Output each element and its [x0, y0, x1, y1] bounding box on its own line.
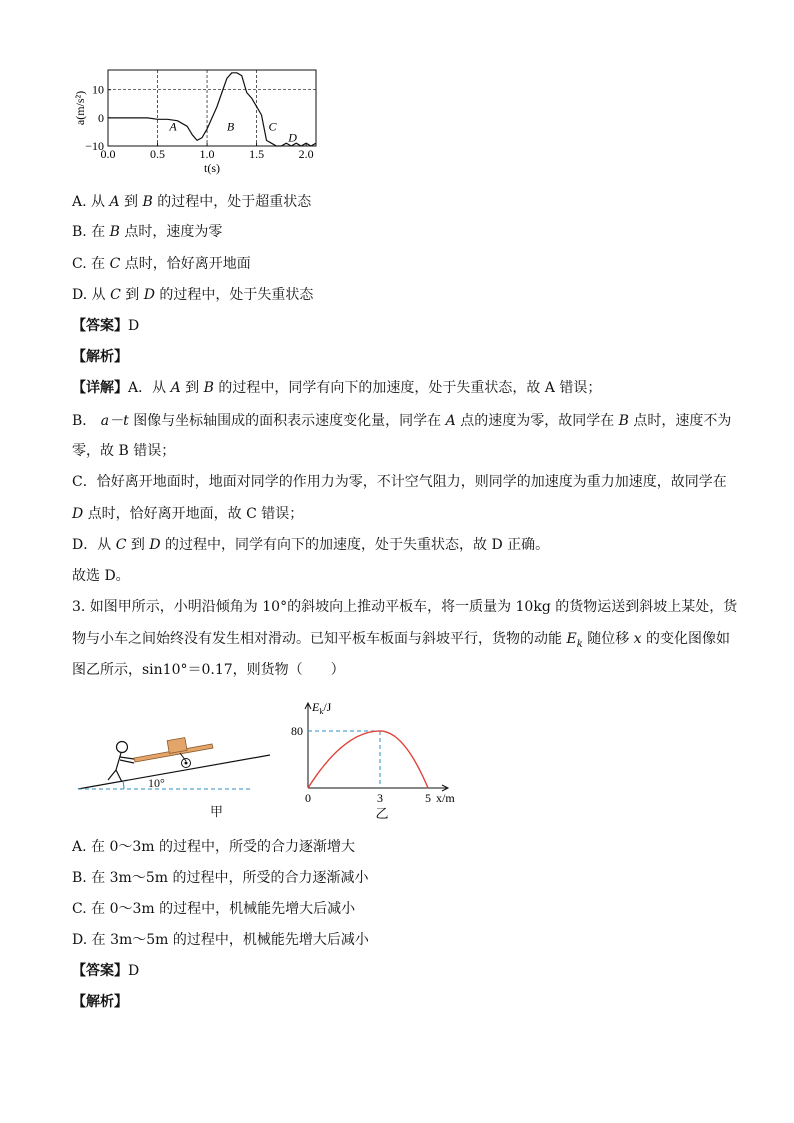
q3-option-b: B. 在 3m～5m 的过程中，所受的合力逐渐减小 — [72, 870, 369, 886]
q2-answer: 【答案】D — [72, 318, 140, 334]
y-tick-label: 0 — [98, 110, 104, 125]
x-tick-label: 0.0 — [100, 147, 116, 161]
x-tick-label: 5 — [425, 791, 431, 805]
acceleration-curve — [108, 73, 316, 146]
figure-yi-ek-x-graph — [290, 693, 480, 825]
q2-detail-c-line1: C．恰好离开地面时，地面对同学的作用力为零，不计空气阻力，则同学的加速度为重力加速度，故同学在 — [72, 474, 727, 490]
slope-line — [78, 755, 270, 789]
x-tick-label: 2.0 — [298, 147, 314, 161]
point-label: A — [169, 119, 177, 134]
x-tick-label: 1.0 — [199, 147, 215, 161]
x-axis-label: x/m — [436, 791, 455, 805]
point-label: C — [268, 119, 277, 134]
figure-jia-slope — [72, 725, 282, 825]
q3-option-a: A. 在 0～3m 的过程中，所受的合力逐渐增大 — [72, 839, 355, 855]
y-tick-label: −10 — [85, 139, 104, 153]
point-label: B — [226, 119, 235, 134]
q3-stem-line2: 物与小车之间始终没有发生相对滑动。已知平板车板面与斜坡平行，货物的动能 $E_k$ 随位移 x 的变化图像如 — [72, 631, 731, 650]
acceleration-time-chart — [70, 62, 340, 182]
y-axis-label: a(m/s²) — [73, 90, 87, 126]
q2-option-c: C. 在 C 点时，恰好离开地面 — [72, 256, 251, 272]
q3-stem-line3: 图乙所示，sin10°＝0.17，则货物（ ） — [72, 662, 345, 678]
q2-analysis-label: 【解析】 — [72, 349, 128, 365]
point-label: D — [288, 130, 297, 145]
q2-option-a: A. 从 A 到 B 的过程中，处于超重状态 — [72, 194, 312, 210]
q3-option-d: D. 在 3m～5m 的过程中，机械能先增大后减小 — [72, 932, 369, 948]
figure-yi-caption: 乙 — [375, 806, 389, 821]
x-axis-label: t(s) — [204, 161, 220, 175]
angle-label: 10° — [148, 776, 165, 790]
q2-detail-a: 【详解】A．从 A 到 B 的过程中，同学有向下的加速度，处于失重状态，故 A 错误； — [72, 380, 602, 396]
peak-value-label: 80 — [291, 724, 303, 738]
y-tick-label: 10 — [92, 82, 104, 97]
q2-detail-b-line1: B． a－t 图像与坐标轴围成的面积表示速度变化量，同学在 A 点的速度为零，故同学在 B 点时，速度不为 — [72, 413, 732, 429]
angle-arc — [123, 781, 124, 789]
q2-detail-b-line2: 零，故 B 错误； — [72, 443, 176, 459]
q2-option-b: B. 在 B 点时，速度为零 — [72, 224, 223, 240]
q3-answer: 【答案】D — [72, 963, 140, 979]
q2-conclusion: 故选 D。 — [72, 568, 130, 584]
y-axis-label: $E_k/J$ — [312, 700, 332, 716]
x-tick-label: 0 — [305, 791, 311, 805]
person-icon — [108, 742, 134, 783]
figure-jia-caption: 甲 — [210, 804, 224, 819]
q2-detail-c-line2: D 点时，恰好离开地面，故 C 错误； — [72, 506, 304, 522]
q2-option-d: D. 从 C 到 D 的过程中，处于失重状态 — [72, 287, 314, 303]
cart-icon — [134, 738, 213, 768]
q3-option-c: C. 在 0～3m 的过程中，机械能先增大后减小 — [72, 901, 356, 917]
x-tick-label: 0.5 — [150, 147, 166, 161]
x-tick-label: 3 — [377, 791, 383, 805]
chart-frame — [108, 70, 316, 146]
x-tick-label: 1.5 — [249, 147, 265, 161]
q3-analysis-label: 【解析】 — [72, 994, 128, 1010]
ek-curve — [308, 731, 428, 788]
q2-detail-d: D．从 C 到 D 的过程中，同学有向下的加速度，处于失重状态，故 D 正确。 — [72, 537, 550, 553]
q3-stem-line1: 3. 如图甲所示，小明沿倾角为 10°的斜坡向上推动平板车，将一质量为 10kg 的货物运送到斜坡上某处，货 — [72, 599, 738, 615]
